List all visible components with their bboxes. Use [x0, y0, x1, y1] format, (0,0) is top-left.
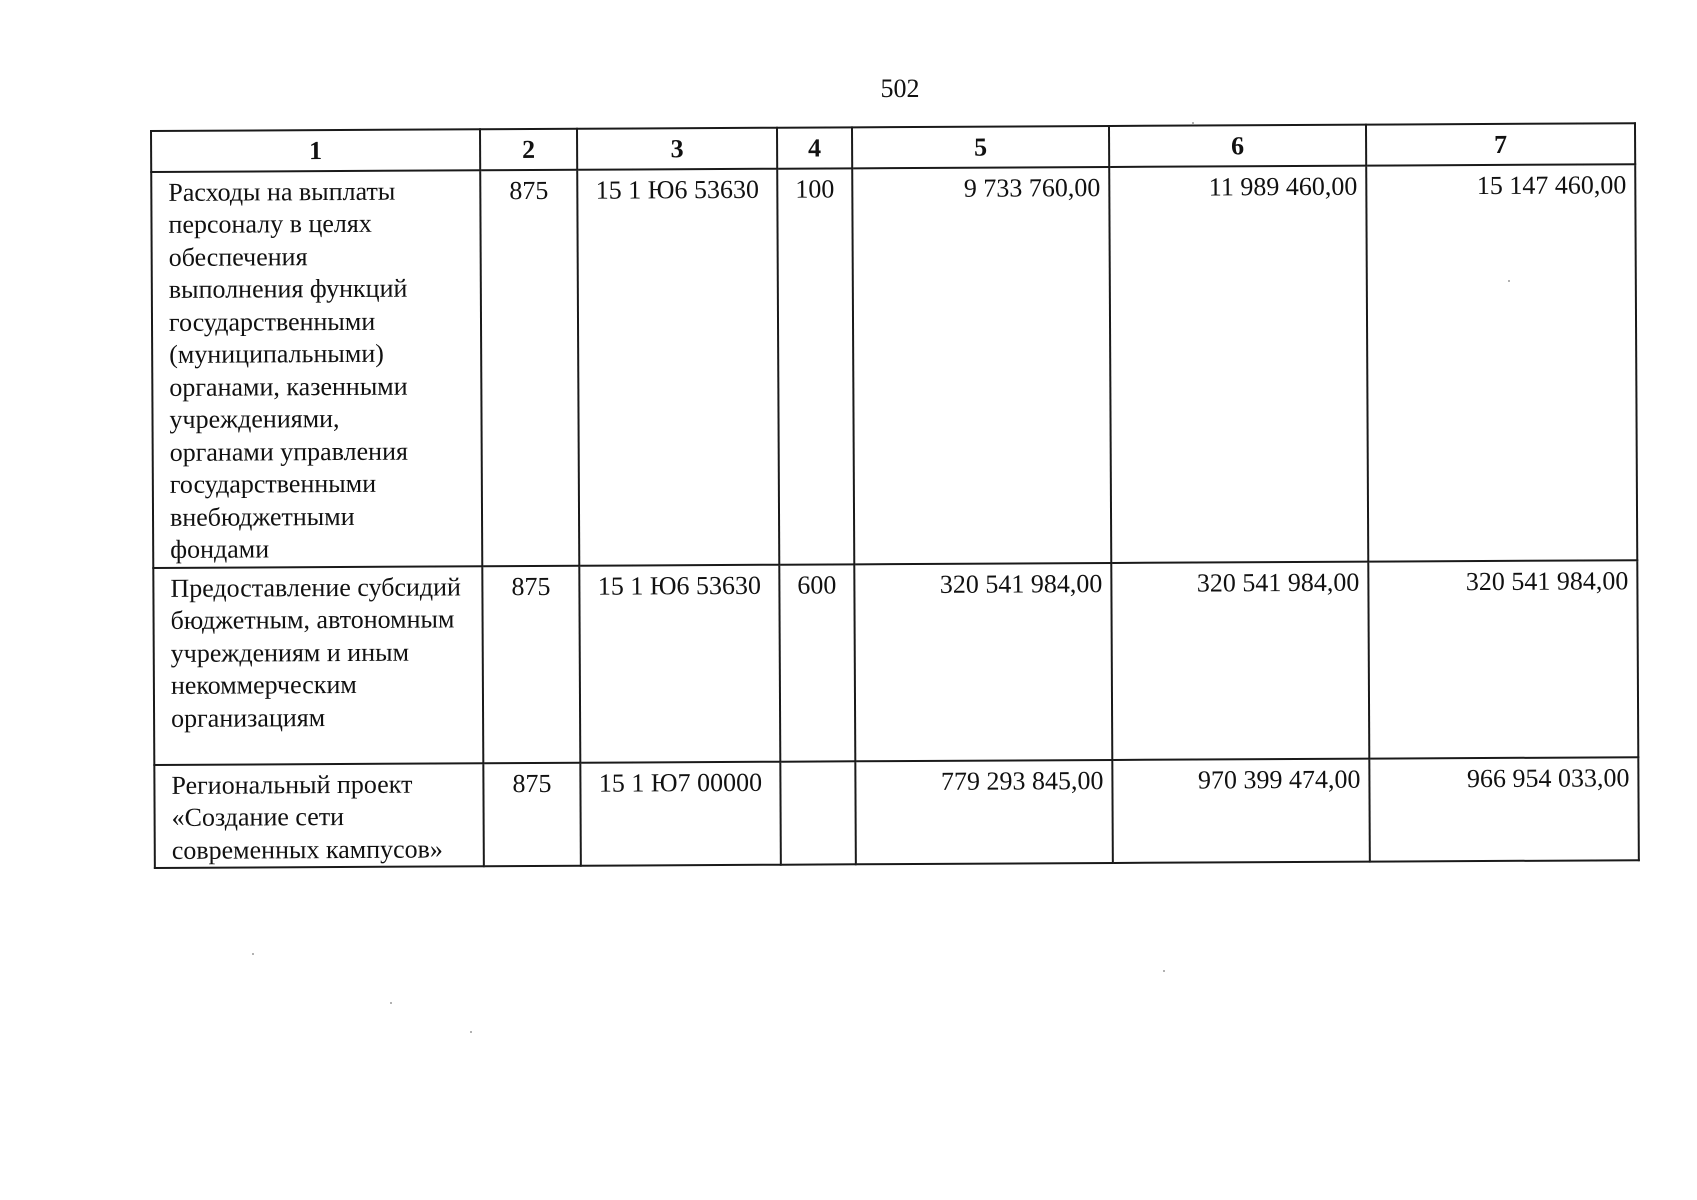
row-col3: 15 1 Ю7 00000	[580, 761, 781, 866]
row-col5: 779 293 845,00	[855, 759, 1113, 864]
row-description: Предоставление субсидий бюджетным, автономным учреждениям и иным некоммерческим организациям	[153, 566, 483, 765]
header-col-5: 5	[852, 126, 1109, 168]
row-col6: 320 541 984,00	[1111, 561, 1369, 759]
header-col-3: 3	[577, 128, 777, 170]
header-col-7: 7	[1366, 123, 1635, 165]
scan-speck	[470, 1031, 472, 1033]
row-col4: 100	[777, 168, 854, 564]
header-col-4: 4	[777, 127, 852, 168]
row-description: Расходы на выплаты персоналу в целях обеспечения выполнения функций государственными (муниципальными) органами, казенными учреждениями, органами управления государственными внебюджетными фондами	[151, 170, 482, 568]
row-col6: 970 399 474,00	[1112, 758, 1370, 863]
row-description: Региональный проект «Создание сети современных кампусов»	[154, 763, 484, 868]
table-row	[154, 757, 1639, 868]
row-col3: 15 1 Ю6 53630	[577, 168, 779, 565]
row-col2: 875	[483, 762, 581, 866]
row-col7: 320 541 984,00	[1368, 560, 1638, 758]
header-col-6: 6	[1109, 125, 1366, 167]
row-col7: 15 147 460,00	[1366, 164, 1637, 561]
row-col5: 320 541 984,00	[854, 562, 1112, 760]
row-col7: 966 954 033,00	[1369, 757, 1639, 862]
scan-speck	[1508, 280, 1510, 282]
scan-speck	[1163, 970, 1165, 972]
row-col6: 11 989 460,00	[1109, 165, 1368, 562]
page-number: 502	[880, 74, 920, 103]
header-col-2: 2	[480, 129, 577, 170]
scan-speck	[1192, 122, 1194, 124]
row-col2: 875	[482, 565, 580, 763]
row-col4	[780, 761, 856, 865]
row-col3: 15 1 Ю6 53630	[579, 564, 780, 762]
header-col-1: 1	[151, 129, 480, 171]
scan-speck	[252, 953, 254, 955]
table-row	[153, 560, 1638, 765]
row-col2: 875	[480, 169, 579, 566]
row-col4: 600	[779, 564, 855, 761]
table-row	[151, 164, 1637, 568]
scan-speck	[390, 1002, 392, 1004]
budget-table	[150, 122, 1640, 869]
row-col5: 9 733 760,00	[852, 166, 1111, 563]
